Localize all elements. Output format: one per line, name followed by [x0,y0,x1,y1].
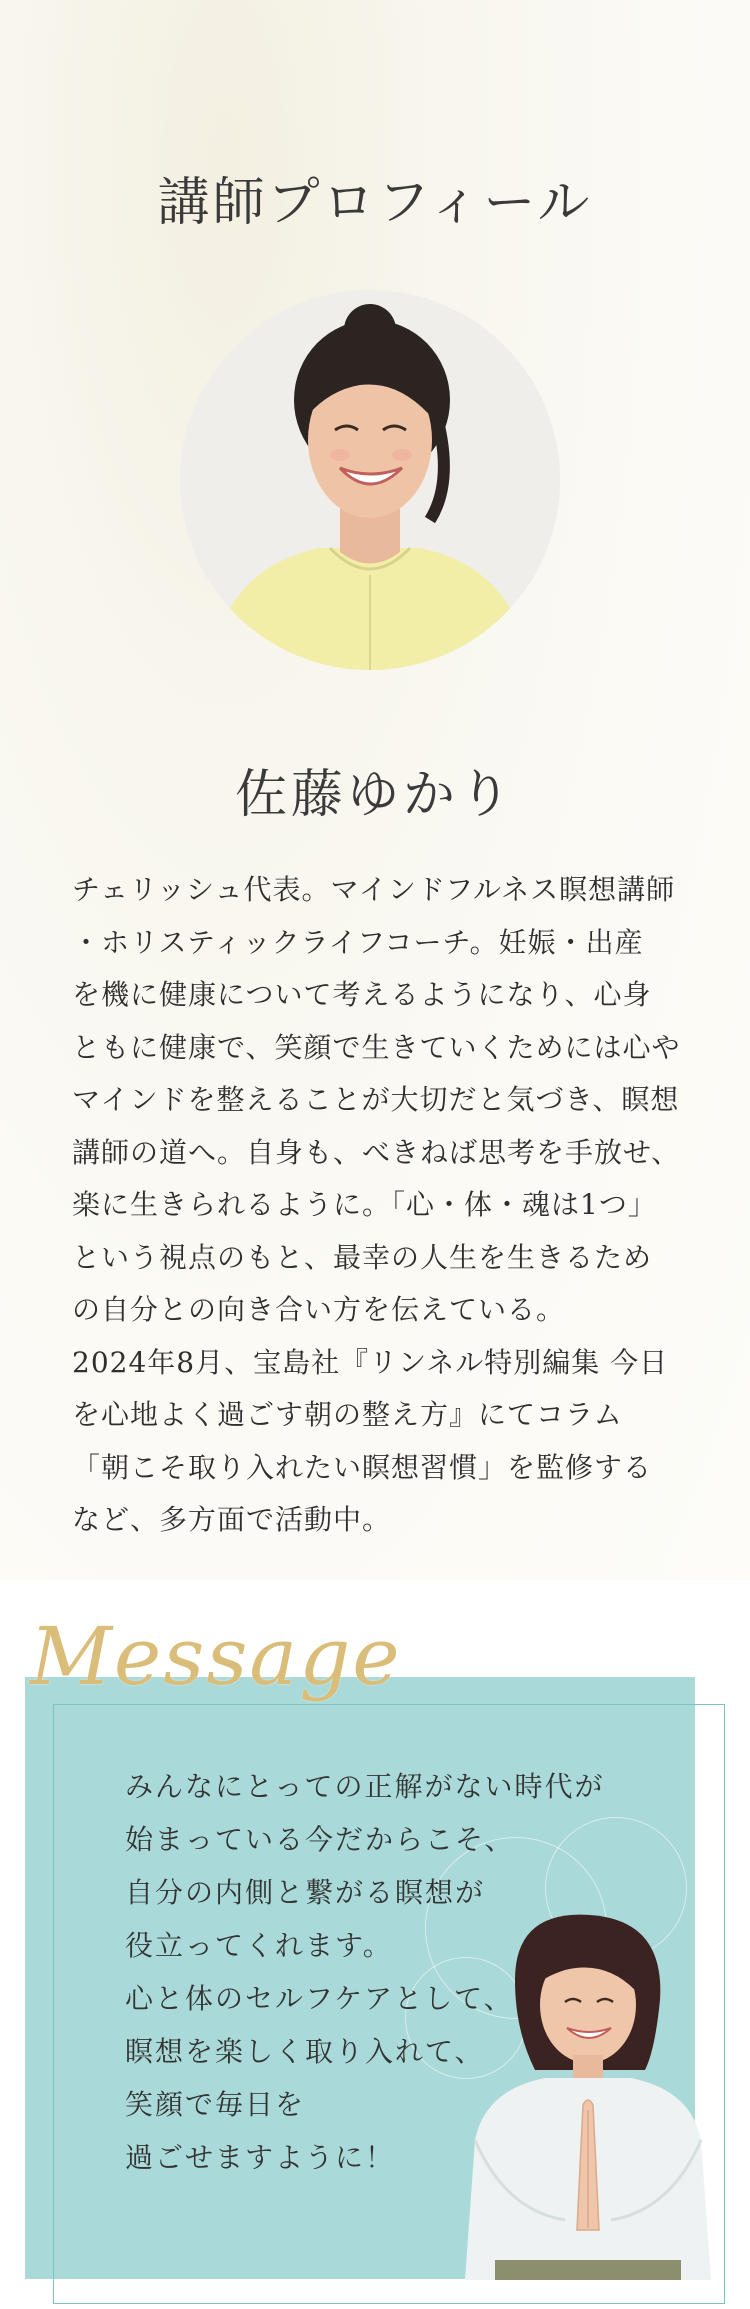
bio-line: 「朝こそ取り入れたい瞑想習慣」を監修する [72,1450,653,1484]
bio-line: 2024年8月、宝島社『リンネル特別編集 今日 [72,1345,669,1379]
instructor-portrait [180,290,560,670]
portrait-illustration [180,290,560,670]
message-section [0,1580,750,2309]
instructor-name: 佐藤ゆかり [234,765,515,825]
message-line: 役立ってくれます。 [125,1929,393,1962]
message-heading: Message [30,1610,402,1703]
message-line: 自分の内側と繋がる瞑想が [125,1876,486,1909]
bio-line: の自分との向き合い方を伝えている。 [72,1293,566,1326]
bio-line: という視点のもと、最幸の人生を生きるため [72,1240,653,1274]
bio-line: ・ホリスティックライフコーチ。妊娠・出産 [72,925,644,959]
message-line: 過ごせますように！ [125,2141,396,2174]
bio-line: チェリッシュ代表。マインドフルネス瞑想講師 [72,873,676,906]
message-line: みんなにとっての正解がない時代が [125,1770,605,1803]
bio-line: を心地よく過ごす朝の整え方』にてコラム [72,1398,623,1431]
bio-line: 楽に生きられるように。「心・体・魂は1つ」 [72,1188,657,1221]
instructor-photo-praying-hands [455,1910,720,2280]
message-line: 笑顔で毎日を [125,2088,306,2121]
message-line: 心と体のセルフケアとして、 [125,1982,514,2015]
bio-line: 講師の道へ。自身も、べきねば思考を手放せ、 [72,1135,681,1169]
bio-line: を機に健康について考えるようになり、心身 [72,978,652,1011]
bio-line: ともに健康で、笑顔で生きていくためには心や [72,1030,681,1064]
message-line: 瞑想を楽しく取り入れて、 [125,2035,485,2068]
instructor-bio [72,864,692,1547]
section-title: 講師プロフィール [157,173,593,233]
message-line: 始まっている今だからこそ、 [125,1823,515,1856]
bio-line: など、多方面で活動中。 [72,1503,392,1536]
bio-line: マインドを整えることが大切だと気づき、瞑想 [72,1083,680,1116]
